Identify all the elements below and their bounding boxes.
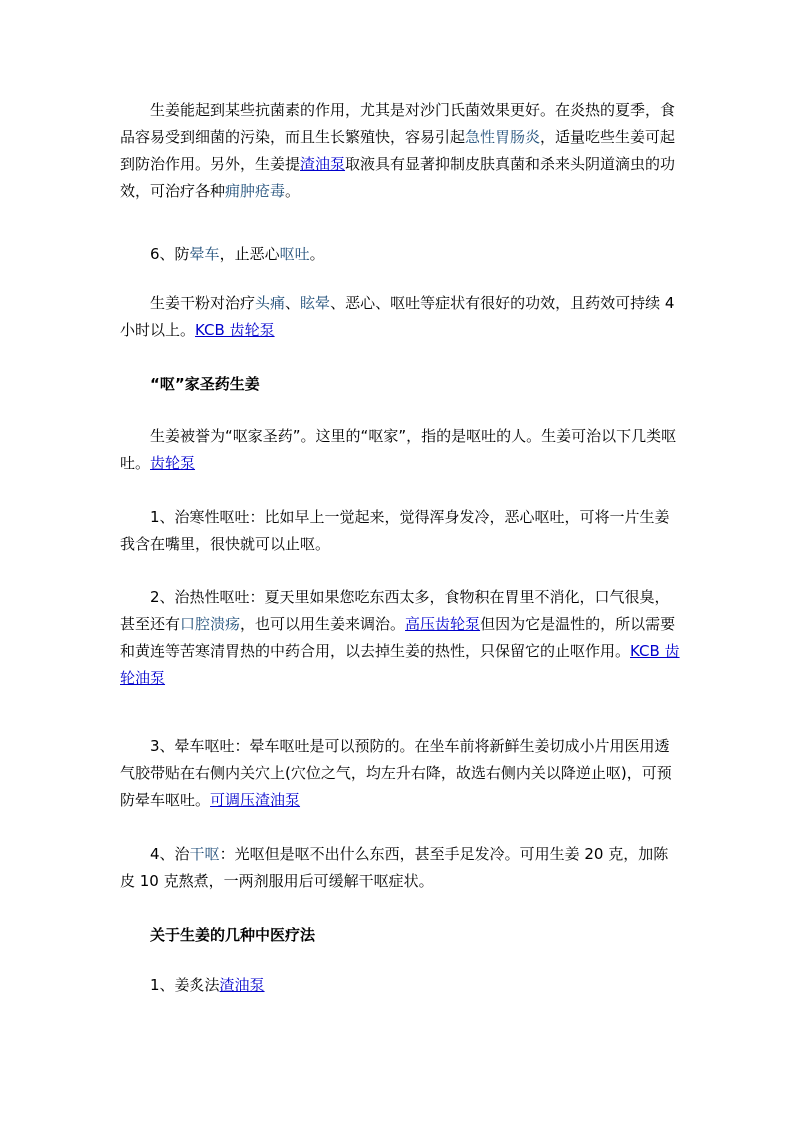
keyword-headache: 头痛 <box>255 294 286 312</box>
paragraph-ginger-moxibustion <box>120 972 680 999</box>
heading-text: 关于生姜的几种中医疗法 <box>150 926 316 944</box>
text-segment: ，适量吃些生姜可起到防治作用。另外，生姜提 <box>120 128 676 173</box>
keyword-mouth-ulcer: 口腔溃疡 <box>180 615 241 633</box>
text-segment: 4、治 <box>150 845 190 863</box>
paragraph-cold-vomiting <box>120 504 680 558</box>
paragraph-car-sickness-vomiting <box>120 733 680 814</box>
link-high-pressure-gear-pump[interactable]: 高压齿轮泵 <box>405 615 481 633</box>
link-residue-oil-pump[interactable]: 渣油泵 <box>300 155 346 173</box>
paragraph-holy-medicine <box>120 423 680 477</box>
text-segment: 、恶心、呕吐等症状有很好的功效，且药效可持续 4 小时以上。 <box>120 294 675 339</box>
keyword-dizziness: 眩晕 <box>300 294 331 312</box>
paragraph-dry-vomiting <box>120 841 680 895</box>
link-residue-oil-pump[interactable]: 渣油泵 <box>219 976 265 994</box>
keyword-gastroenteritis: 急性胃肠炎 <box>465 128 541 146</box>
text-segment: 3、晕车呕吐：晕车呕吐是可以预防的。在坐车前将新鲜生姜切成小片用医用透气胶带贴在右侧内关穴上(穴位之气，均左升右降，故选右侧内关以降逆止呕)，可预防晕车呕吐。 <box>120 737 672 809</box>
text-segment: 取液具有显著抑制皮肤真菌和杀来头阴道滴虫的功效，可治疗各种 <box>120 155 676 200</box>
text-segment: ，也可以用生姜来调治。 <box>240 615 406 633</box>
keyword-carbuncle: 痈肿 <box>225 182 256 200</box>
text-segment: 、 <box>285 294 301 312</box>
keyword-car-sickness: 晕车 <box>189 245 220 263</box>
keyword-vomiting: 呕吐 <box>279 245 310 263</box>
keyword-dry-heave: 干呕 <box>189 845 220 863</box>
text-segment: 生姜能起到某些抗菌素的作用，尤其是对沙门氏菌效果更好。在炎热的夏季，食品容易受到细菌的污染，而且生长繁殖快，容易引起 <box>120 101 676 146</box>
paragraph-ginger-powder <box>120 290 680 344</box>
paragraph-heat-vomiting <box>120 584 680 692</box>
text-segment: 生姜被誉为“呕家圣药”。这里的“呕家”，指的是呕吐的人。生姜可治以下几类呕吐。 <box>120 427 677 472</box>
section-heading-vomiting <box>120 371 680 398</box>
text-segment: 。 <box>285 182 301 200</box>
text-segment: 1、姜炙法 <box>150 976 220 994</box>
text-segment: 。 <box>309 245 325 263</box>
keyword-sore: 疮毒 <box>255 182 286 200</box>
text-segment: ，止恶心 <box>219 245 280 263</box>
section-heading-tcm-therapies <box>120 922 680 949</box>
text-segment: 1、治寒性呕吐：比如早上一觉起来，觉得浑身发冷，恶心呕吐，可将一片生姜我含在嘴里，很快就可以止呕。 <box>120 508 670 553</box>
link-kcb-gear-oil-pump[interactable]: KCB 齿轮油泵 <box>120 642 680 687</box>
text-segment: ：光呕但是呕不出什么东西，甚至手足发冷。可用生姜 20 克，加陈皮 10 克熬煮，一两剂服用后可缓解干呕症状。 <box>120 845 669 890</box>
heading-text: “呕”家圣药生姜 <box>150 375 260 393</box>
paragraph-motion-sickness-heading <box>120 241 680 268</box>
text-segment: 但因为它是温性的，所以需要和黄连等苦寒清胃热的中药合用，以去掉生姜的热性，只保留它的止呕作用。 <box>120 615 676 660</box>
paragraph-antibacterial <box>120 97 680 205</box>
link-gear-pump[interactable]: 齿轮泵 <box>150 454 196 472</box>
text-segment: 生姜干粉对治疗 <box>150 294 256 312</box>
link-kcb-gear-pump[interactable]: KCB 齿轮泵 <box>195 321 275 339</box>
text-segment: 6、防 <box>150 245 190 263</box>
text-segment: 2、治热性呕吐：夏天里如果您吃东西太多，食物积在胃里不消化，口气很臭，甚至还有 <box>120 588 670 633</box>
link-adjustable-residue-oil-pump[interactable]: 可调压渣油泵 <box>210 791 301 809</box>
